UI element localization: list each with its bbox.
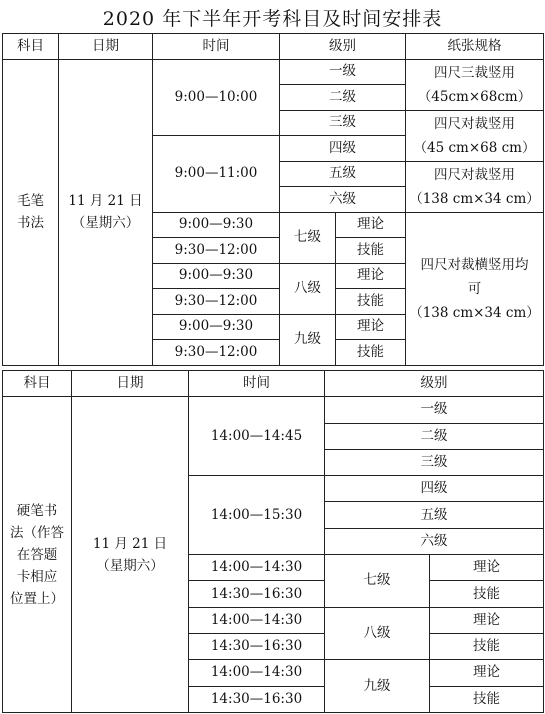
time-cell: 9:30—12:00: [153, 238, 280, 264]
time-cell: 14:00—14:45: [189, 397, 325, 476]
level-cell: 七级: [325, 555, 430, 608]
part-cell: 技能: [430, 686, 544, 712]
time-cell: 9:30—12:00: [153, 340, 280, 366]
level-cell: 六级: [280, 187, 406, 213]
time-cell: 14:30—16:30: [189, 633, 325, 659]
paper-cell: [406, 161, 544, 212]
subject-line: 法（作答: [10, 524, 64, 541]
part-cell: 理论: [430, 660, 544, 686]
part-cell: 理论: [430, 607, 544, 633]
header-time: 时间: [153, 34, 280, 60]
date-cell: [59, 59, 153, 365]
level-cell: 八级: [325, 607, 430, 660]
time-cell: 14:00—14:30: [189, 607, 325, 633]
part-cell: 技能: [336, 238, 406, 264]
header-subject: 科目: [3, 371, 72, 397]
part-cell: 理论: [336, 212, 406, 238]
header-date: 日期: [72, 371, 189, 397]
part-cell: 理论: [430, 555, 544, 581]
paper-cell: [406, 212, 544, 365]
header-level: 级别: [325, 371, 544, 397]
part-cell: 技能: [430, 633, 544, 659]
paper-size: （138 cm×34 cm）: [409, 304, 540, 321]
subject-cell: [3, 59, 59, 365]
header-paper: 纸张规格: [406, 34, 544, 60]
date-line: 11 月 21 日: [68, 193, 143, 209]
subject-cell: [3, 397, 72, 713]
paper-cell: [406, 59, 544, 110]
header-level: 级别: [280, 34, 406, 60]
page-title: 2020 年下半年开考科目及时间安排表: [102, 8, 443, 30]
level-cell: 三级: [325, 449, 544, 475]
level-cell: 二级: [280, 85, 406, 111]
time-cell: 9:00—9:30: [153, 314, 280, 340]
time-cell: 9:00—9:30: [153, 263, 280, 289]
table-header-row: [3, 371, 544, 397]
time-cell: 9:00—11:00: [153, 136, 280, 213]
level-cell: 四级: [325, 476, 544, 502]
pen-schedule-table: [2, 370, 544, 713]
paper-line: 四尺对裁横竖用均: [420, 256, 529, 273]
part-cell: 技能: [336, 289, 406, 315]
date-cell: [72, 397, 189, 713]
table-row: [3, 397, 544, 423]
table-row: [3, 59, 544, 85]
time-cell: 14:00—15:30: [189, 476, 325, 555]
subject-line: 毛笔: [17, 193, 44, 209]
level-cell: 三级: [280, 110, 406, 136]
subject-line: 书法: [17, 215, 44, 231]
level-cell: 八级: [280, 263, 336, 314]
time-cell: 14:00—14:30: [189, 555, 325, 581]
part-cell: 技能: [336, 340, 406, 366]
time-cell: 9:30—12:00: [153, 289, 280, 315]
paper-line: 四尺对裁竖用: [434, 166, 515, 183]
paper-line: 四尺三裁竖用: [434, 64, 515, 81]
level-cell: 九级: [325, 660, 430, 713]
time-cell: 14:00—14:30: [189, 660, 325, 686]
level-cell: 六级: [325, 528, 544, 554]
paper-line: 可: [467, 280, 482, 297]
part-cell: 理论: [336, 314, 406, 340]
paper-line: 四尺对裁竖用: [434, 115, 515, 132]
date-line: 11 月 21 日: [92, 535, 168, 552]
time-cell: 14:30—16:30: [189, 581, 325, 607]
level-cell: 一级: [325, 397, 544, 423]
time-cell: 14:30—16:30: [189, 686, 325, 712]
weekday-line: （星期六）: [96, 557, 164, 574]
level-cell: 一级: [280, 59, 406, 85]
level-cell: 四级: [280, 136, 406, 162]
level-cell: 五级: [280, 161, 406, 187]
header-date: 日期: [59, 34, 153, 60]
table-header-row: [3, 34, 544, 60]
level-cell: 九级: [280, 314, 336, 365]
paper-size: （138 cm×34 cm）: [409, 190, 540, 207]
level-cell: 七级: [280, 212, 336, 263]
time-cell: 9:00—10:00: [153, 59, 280, 136]
brush-schedule-table: [2, 33, 544, 366]
level-cell: 二级: [325, 423, 544, 449]
header-subject: 科目: [3, 34, 59, 60]
weekday-line: （星期六）: [71, 215, 140, 231]
header-time: 时间: [189, 371, 325, 397]
paper-size: （45 cm×68 cm）: [413, 139, 536, 156]
paper-cell: [406, 110, 544, 161]
subject-line: 在答题: [16, 546, 58, 563]
subject-line: 卡相应: [16, 568, 58, 585]
time-cell: 9:00—9:30: [153, 212, 280, 238]
subject-line: 硬笔书: [16, 502, 58, 519]
subject-line: 位置上）: [10, 590, 64, 607]
level-cell: 五级: [325, 502, 544, 528]
part-cell: 理论: [336, 263, 406, 289]
part-cell: 技能: [430, 581, 544, 607]
paper-size: （45cm×68cm）: [417, 88, 532, 105]
